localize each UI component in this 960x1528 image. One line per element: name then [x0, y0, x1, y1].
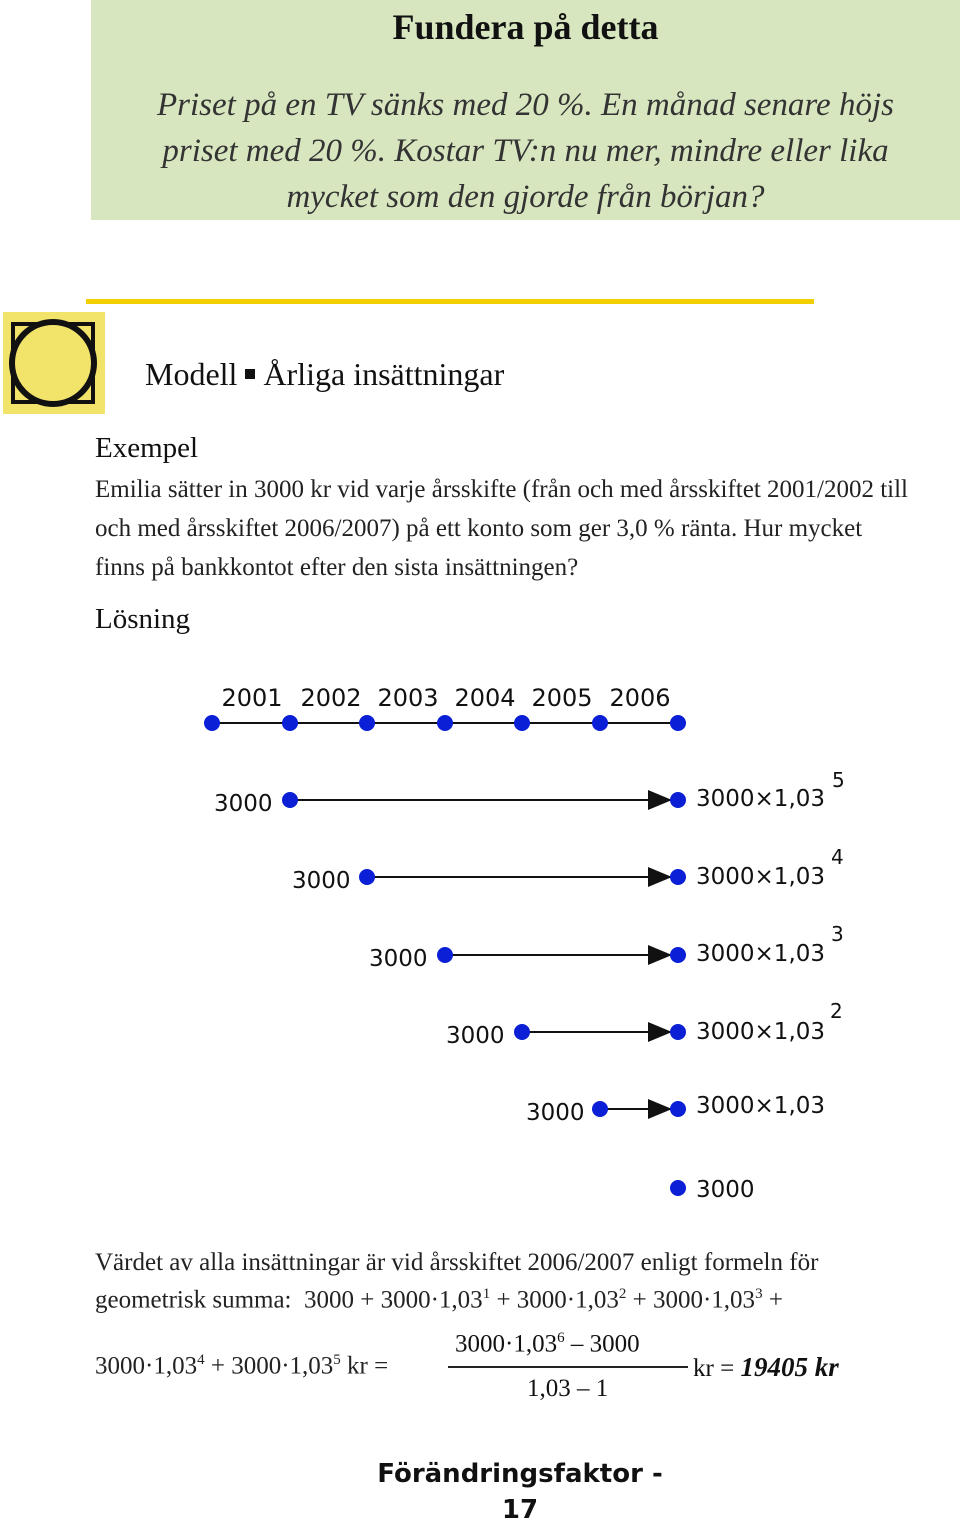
example-heading: Exempel	[95, 432, 199, 464]
deposit-start-label: 3000	[369, 946, 428, 972]
exponent-label: 4	[831, 845, 844, 869]
value-dot	[670, 947, 686, 963]
formula-term: 3000·1,03	[652, 1286, 756, 1314]
exponent-label: 3	[831, 922, 844, 946]
timeline-dot	[592, 715, 608, 731]
value-dot	[670, 869, 686, 885]
year-label: 2006	[609, 684, 671, 712]
year-label: 2001	[221, 684, 283, 712]
plus-sign: +	[210, 1352, 225, 1380]
deposit-start-label: 3000	[292, 868, 351, 894]
deposit-end-label: 3000×1,03	[696, 1093, 826, 1119]
timeline-dot	[437, 715, 453, 731]
deposit-end-label: 3000×1,03	[696, 941, 826, 967]
fraction-denominator: 1,03 – 1	[527, 1375, 609, 1402]
formula-line2	[95, 1286, 783, 1314]
kr-equals: kr =	[347, 1352, 389, 1380]
deposit-end-label: 3000×1,03	[696, 1019, 826, 1045]
formula-term: 3000	[304, 1286, 354, 1314]
formula-term: 3000·1,03	[516, 1286, 619, 1314]
example-text: Emilia sätter in 3000 kr vid varje årsskifte (från och med årsskiftet 2001/2002 till och med årsskiftet 2006/2007) på ett konto som ger 3,0 % ränta. Hur mycket finns på bankkontot efter den sista insättningen?	[95, 476, 908, 581]
formula-term: 3000·1,03	[95, 1352, 198, 1380]
plus-sign: +	[632, 1286, 647, 1314]
deposit-start-label: 3000	[446, 1023, 505, 1049]
think-question: Priset på en TV sänks med 20 %. En månad senare höjs priset med 20 %. Kostar TV:n nu mer, mindre eller lika mycket som den gjorde från början?	[157, 87, 894, 215]
formula-exponent: 4	[197, 1352, 205, 1368]
value-dot	[670, 1101, 686, 1117]
formula-label: geometrisk summa:	[95, 1286, 292, 1314]
numerator-term: – 3000	[570, 1330, 640, 1358]
formula-exponent: 1	[482, 1286, 491, 1302]
formula-exponent: 3	[755, 1286, 763, 1302]
deposit-dot	[592, 1101, 608, 1117]
year-label: 2003	[377, 684, 439, 712]
kr-equals: kr =	[693, 1355, 735, 1382]
year-label: 2005	[531, 684, 593, 712]
plus-sign: +	[360, 1286, 375, 1314]
formula-exponent: 5	[333, 1352, 341, 1368]
year-label: 2002	[300, 684, 362, 712]
deposit-start-label: 3000	[214, 791, 273, 817]
deposit-end-label: 3000×1,03	[696, 786, 826, 812]
model-heading-right: Årliga insättningar	[263, 356, 505, 392]
think-title: Fundera på detta	[392, 7, 659, 47]
timeline-dot	[282, 715, 298, 731]
year-label: 2004	[454, 684, 516, 712]
formula-exponent: 6	[557, 1330, 565, 1346]
deposit-start-label: 3000	[526, 1100, 585, 1126]
exponent-label: 2	[830, 999, 843, 1023]
deposit-end-label: 3000×1,03	[696, 864, 826, 890]
deposit-dot	[359, 869, 375, 885]
value-dot	[670, 1180, 686, 1196]
model-heading-left: Modell	[145, 356, 238, 392]
deposit-dot	[514, 1024, 530, 1040]
exponent-label: 5	[832, 768, 845, 792]
page-footer: Förändringsfaktor - 17	[377, 1459, 663, 1525]
plus-sign: +	[496, 1286, 511, 1314]
deposit-dot	[437, 947, 453, 963]
timeline-dot	[670, 715, 686, 731]
formula-term: 3000·1,03	[231, 1352, 334, 1380]
formula-exponent: 2	[618, 1286, 627, 1302]
numerator-term: 3000·1,03	[455, 1330, 558, 1358]
fraction-bar	[448, 1366, 688, 1368]
solution-heading: Lösning	[95, 603, 191, 635]
formula-result	[693, 1352, 839, 1383]
formula-line3	[95, 1352, 388, 1380]
timeline-dot	[514, 715, 530, 731]
deposit-dot	[282, 792, 298, 808]
timeline-dot	[204, 715, 220, 731]
conclusion-line1: Värdet av alla insättningar är vid årsskiftet 2006/2007 enligt formeln för	[95, 1249, 819, 1276]
fraction-numerator	[455, 1330, 640, 1358]
plus-sign: +	[768, 1286, 783, 1314]
formula-term: 3000·1,03	[380, 1286, 483, 1314]
result-value: 19405 kr	[740, 1352, 839, 1382]
timeline-dot	[359, 715, 375, 731]
value-dot	[670, 1024, 686, 1040]
deposit-end-label: 3000	[696, 1177, 755, 1203]
value-dot	[670, 792, 686, 808]
